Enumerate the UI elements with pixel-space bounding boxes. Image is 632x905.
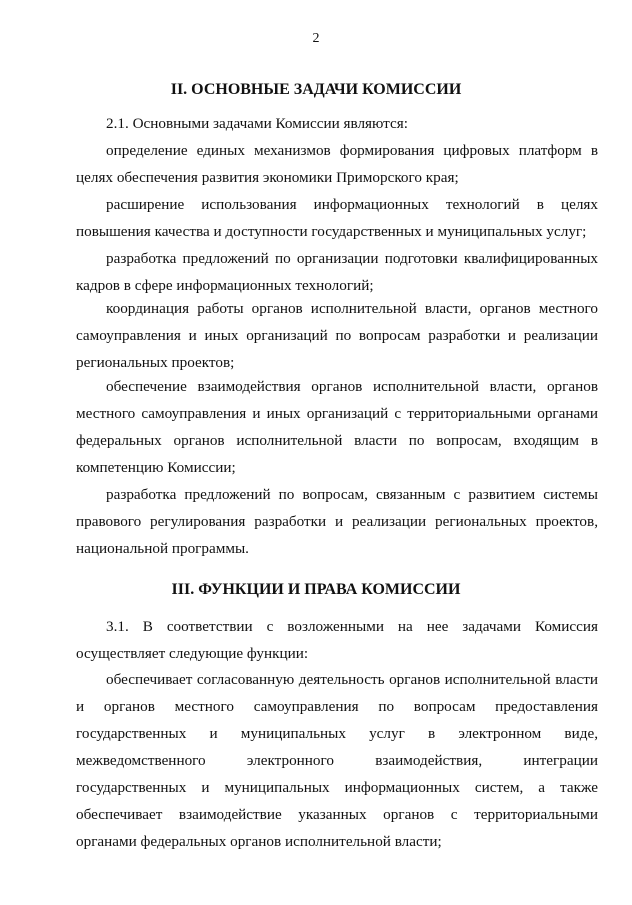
section-2-heading: II. ОСНОВНЫЕ ЗАДАЧИ КОМИССИИ [170, 81, 462, 98]
section-3-heading: III. ФУНКЦИИ И ПРАВА КОМИССИИ [171, 581, 461, 598]
task-it-personnel: разработка предложений по организации подготовки квалифицированных кадров в сфере информационных технологий; [76, 250, 598, 294]
task-coordination: координация работы органов исполнительной власти, органов местного самоуправления и иных организаций по вопросам разработки и реализации региональных проектов; [76, 300, 598, 371]
function-1-line: обеспечивает взаимодействие указанных органов с территориальными [76, 806, 598, 823]
task-digital-platforms: определение единых механизмов формирования цифровых платформ в целях обеспечения развития экономики Приморского края; [76, 142, 598, 186]
task-it-usage: расширение использования информационных технологий в целях повышения качества и доступности государственных и муниципальных услуг; [76, 196, 598, 240]
paragraph-2-1: 2.1. Основными задачами Комиссии являются: [106, 115, 408, 132]
page-number: 2 [312, 31, 320, 46]
task-interaction: обеспечение взаимодействия органов исполнительной власти, органов местного самоуправления и иных организаций с территориальными органами федеральных органов исполнительной власти по вопросам, входящим в компетенцию Комиссии; [76, 378, 598, 476]
task-legal-regulation: разработка предложений по вопросам, связанным с развитием системы правового регулирования разработки и реализации региональных проектов, национальной программы. [76, 486, 598, 557]
function-1-line: государственных и муниципальных информационных систем, а также [76, 779, 598, 796]
function-1 [76, 666, 598, 855]
function-1-line: межведомственного электронного взаимодействия, интеграции [76, 752, 598, 769]
function-1-line: органами федеральных органов исполнительной власти; [76, 833, 442, 850]
function-1-line: обеспечивает согласованную деятельность органов исполнительной власти [106, 671, 598, 688]
function-1-line: государственных и муниципальных услуг в электронном виде, [76, 725, 598, 742]
paragraph-3-1: 3.1. В соответствии с возложенными на нее задачами Комиссия осуществляет следующие функции: [76, 618, 598, 662]
function-1-line: и органов местного самоуправления по вопросам предоставления [76, 698, 598, 715]
